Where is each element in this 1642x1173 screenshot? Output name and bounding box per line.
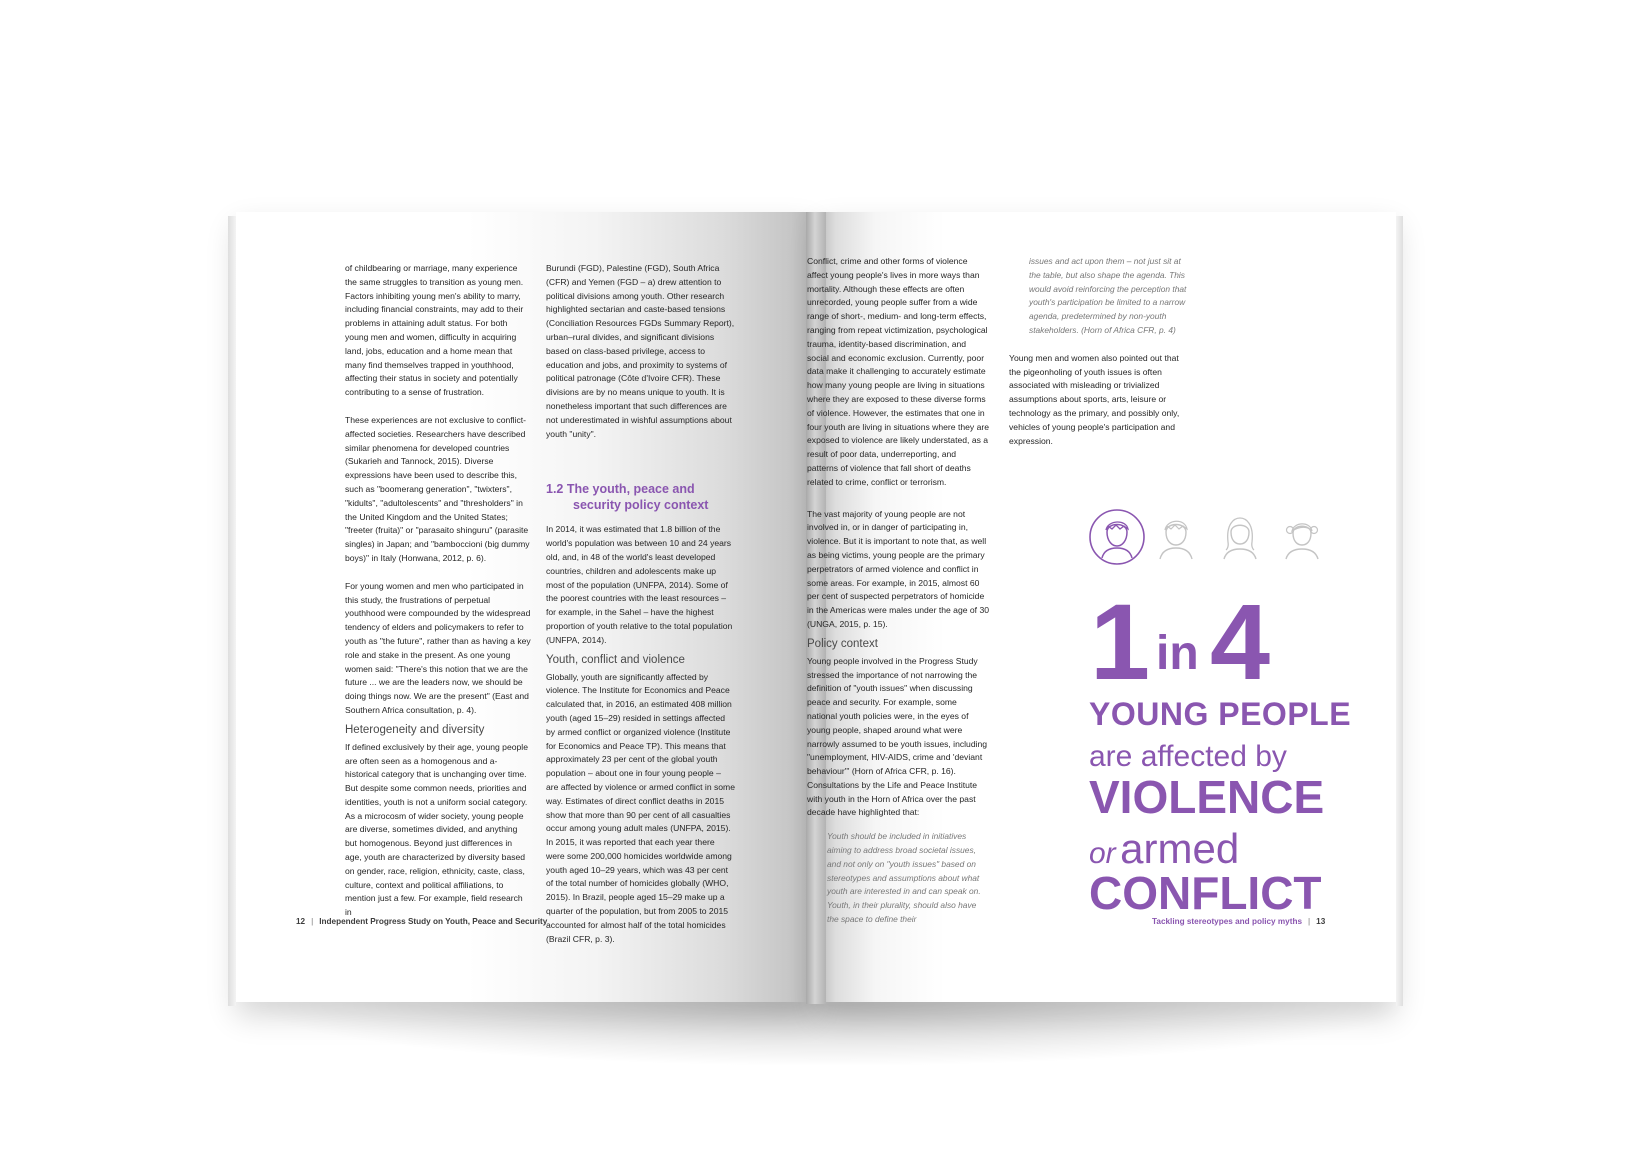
stat-number-4: 4: [1210, 581, 1271, 702]
stat-word-or: or: [1089, 837, 1116, 870]
stat-line-conflict: CONFLICT: [1089, 867, 1322, 919]
subheading: Policy context: [807, 637, 878, 650]
stat-word-in: in: [1156, 627, 1199, 680]
youth-icons-row: [1088, 508, 1328, 568]
page-number: 13: [1316, 917, 1326, 926]
paragraph: For young women and men who participated in this study, the frustrations of perpetual youthhood were compounded by the widespread tendency of elders and policymakers to refer to youth as "the future", rather than as having a key role and stake in the present. As one young women said: "There's this notion that we are the future ... we are the leaders now, we should be doing things now. We are the present" (East and Southern Africa consultation, p. 4).: [345, 580, 531, 715]
paragraph: Young people involved in the Progress Study stressed the importance of not narrowing the definition of "youth issues" when discussing peace and security. For example, some national youth policies were, in the eyes of young people, shaped around what were narrowly assumed to be youth issues, including "unemployment, HIV-AIDS, crime and 'deviant behaviour'" (Horn of Africa CFR, p. 16). Consultations by the Life and Peace Institute with youth in the Horn of Africa over the past decade have highlighted that:: [807, 655, 988, 818]
left-column-1: [345, 262, 531, 920]
section-heading: 1.2 The youth, peace and security policy context: [546, 482, 709, 513]
right-column-1: [807, 255, 989, 927]
subheading: Heterogeneity and diversity: [345, 723, 485, 736]
stat-number-1: 1: [1090, 581, 1149, 702]
paragraph: Globally, youth are significantly affected by violence. The Institute for Economics and Peace calculated that, in 2016, an estimated 408 million youth (aged 15–29) resided in settings affected by armed conflict or organized violence (Institute for Economics and Peace TP). This means that approximately 23 per cent of the global youth population – about one in four young people – are affected by violence or armed conflict in some way. Estimates of direct conflict deaths in 2015 show that more than 90 per cent of all casualties occur among young adult males (UNFPA, 2015). In 2015, it was reported that each year there were some 200,000 homicides worldwide among youth aged 10–29 years, which was 43 per cent of the total number of homicides globally (WHO, 2015). In Brazil, people aged 15–29 make up a quarter of the population, but from 2005 to 2015 accounted for almost half of the total homicides (Brazil CFR, p. 3).: [546, 671, 735, 944]
stat-word-armed: armed: [1120, 825, 1240, 872]
paragraph: Young men and women also pointed out that the pigeonholing of youth issues is often associated with misleading or trivialized assumptions about sports, arts, leisure or technology as the primary, and possibly only, vehicles of young people's participation and expression.: [1009, 352, 1180, 446]
paragraph: These experiences are not exclusive to conflict-affected societies. Researchers have described similar phenomena for developed countries (Sukarieh and Tannock, 2015). Diverse expressions have been used to describe this, such as "boomerang generation", "twixters", "kidults", "adultolescents" and "thresholders" in the United Kingdom and the United States; "freeter (fruita)" or "parasaito shinguru" (parasite singles) in Japan; and "bamboccioni (big dummy boys)" in Italy (Honwana, 2012, p. 6).: [345, 414, 530, 563]
subheading: Youth, conflict and violence: [546, 653, 685, 666]
block-quote: issues and act upon them – not just sit at the table, but also shape the agenda. This would avoid reinforcing the perception that youth's participation be limited to a narrow agenda, predetermined by non-youth stakeholders. (Horn of Africa CFR, p. 4): [1029, 256, 1187, 335]
page-number: 12: [296, 917, 306, 926]
paragraph: Conflict, crime and other forms of violence affect young people's lives in more ways than mortality. Although these effects are often unrecorded, young people suffer from a wide range of short-, medium- and long-term effects, ranging from repeat victimization, psychological trauma, identity-based discrimination, and social and economic exclusion. Currently, poor data make it challenging to accurately estimate how many young people are living in situations where they are exposed to these diverse forms of violence. However, the estimates that one in four youth are living in situations where they are exposed to violence are likely understated, as a result of poor data, underreporting, and patterns of violence that fall short of deaths related to crime, conflict or terrorism.: [807, 256, 990, 487]
young-woman-icon: [1216, 512, 1264, 562]
young-woman-hair-up-icon: [1278, 512, 1326, 562]
block-quote: Youth should be included in initiatives aiming to address broad societal issues, and not only on "youth issues" based on stereotypes and assumptions about what youth are interested in and can speak on. Youth, in their plurality, should also have the space to define their: [827, 831, 981, 925]
running-title: Independent Progress Study on Youth, Peace and Security: [319, 917, 548, 926]
running-title: Tackling stereotypes and policy myths: [1152, 917, 1302, 926]
left-column-2: [546, 262, 735, 946]
young-man-icon: [1152, 512, 1200, 562]
young-man-highlighted-icon: [1088, 508, 1146, 566]
paragraph: Burundi (FGD), Palestine (FGD), South Africa (CFR) and Yemen (FGD – a) drew attention to political divisions among youth. Other research highlighted sectarian and caste-based tensions (Conciliation Resources FGDs Summary Report), urban–rural divides, and significant divisions based on class-based privilege, access to education and jobs, and proximity to systems of political patronage (Côte d'Ivoire CFR). These divisions are by no means unique to youth. It is nonetheless important that such differences are not underestimated in wishful assumptions about youth "unity".: [546, 263, 735, 439]
paragraph: The vast majority of young people are not involved in, or in danger of participating in, violence. But it is important to note that, as well as being victims, young people are the primary perpetrators of armed violence and conflict in some areas. For example, in 2015, almost 60 per cent of suspected perpetrators of homicide in the Americas were males under the age of 30 (UNGA, 2015, p. 15).: [807, 508, 990, 629]
stat-line-affected-by: are affected by: [1089, 740, 1287, 773]
paragraph: In 2014, it was estimated that 1.8 billion of the world's population was between 10 and 24 years old, and, in 48 of the world's least developed countries, children and adolescents make up most of the population (UNFPA, 2014). Some of the poorest countries with the least resources – for example, in the Sahel – have the highest proportion of youth relative to the total population (UNFPA, 2014).: [546, 524, 733, 645]
left-footer: 12 | Independent Progress Study on Youth, Peace and Security: [296, 917, 548, 926]
stat-line-violence: VIOLENCE: [1089, 771, 1325, 823]
stat-line-young-people: YOUNG PEOPLE: [1089, 696, 1352, 732]
paragraph: If defined exclusively by their age, young people are often seen as a homogenous and a-historical category that is unchanging over time. But despite some common needs, priorities and identities, youth is not a uniform social category. As a microcosm of wider society, young people are diverse, sometimes divided, and anything but homogenous. Beyond just differences in age, youth are characterized by diversity based on gender, race, religion, ethnicity, caste, class, culture, context and political affiliations, to mention just a few. For example, field research in: [345, 741, 528, 918]
paragraph: of childbearing or marriage, many experience the same struggles to transition as young men. Factors inhibiting young men's ability to marry, including financial constraints, may add to their problems in attaining adult status. For both young men and women, difficulty in acquiring land, jobs, education and a home mean that many find themselves trapped in youthhood, affecting their status in society and potentially contributing to a sense of frustration.: [345, 263, 524, 398]
right-footer: Tackling stereotypes and policy myths | 13: [1152, 917, 1326, 926]
right-column-2: [1009, 255, 1193, 448]
